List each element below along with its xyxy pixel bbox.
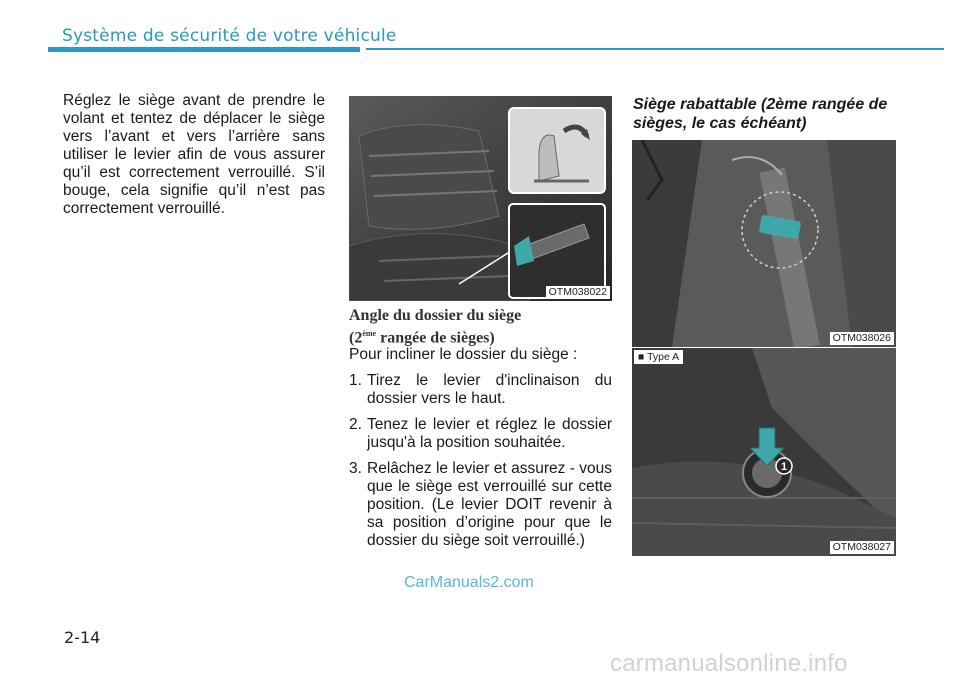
footer-watermark: carmanualsonline.info — [610, 650, 848, 677]
header-rule-thin — [366, 48, 944, 50]
title-superscript: ème — [362, 329, 377, 338]
list-item — [349, 372, 612, 408]
instructions — [349, 346, 612, 558]
fold-button-illustration — [632, 348, 896, 556]
header-rule-thick — [48, 47, 360, 52]
seat-recline-lever-photo — [349, 96, 612, 301]
section-title-line1: Angle du dossier du siège — [349, 307, 522, 324]
step-text: Tirez le levier d'inclinaison du dossier vers le haut. — [367, 372, 612, 407]
figure-code: OTM038026 — [830, 332, 894, 345]
folding-strap-photo — [632, 140, 896, 347]
seat-illustration — [349, 96, 612, 301]
figure-code: OTM038022 — [546, 286, 610, 299]
list-item — [349, 460, 612, 550]
section-title — [349, 307, 619, 347]
figure-code: OTM038027 — [830, 541, 894, 554]
fold-button-photo — [632, 348, 896, 556]
intro-paragraph: Réglez le siège avant de prendre le volant et tentez de déplacer le siège vers l’avant et vers l’arrière sans utiliser le levier afin de vous assurer qu’il est correctement verrouillé. S’il bouge, cela signifie qu’il n’est pas correctement verrouillé. — [63, 92, 325, 217]
list-item — [349, 416, 612, 452]
folding-seat-heading: Siège rabattable (2ème rangée de sièges, le cas échéant) — [633, 96, 888, 132]
step-number: 3. — [349, 460, 362, 477]
step-text: Relâchez le levier et assurez - vous que le siège est verrouillé sur cette position. (Le levier DOIT revenir à sa position d’origine pour que le dossier du siège soit verrouillé.) — [367, 460, 612, 549]
step-number: 1. — [349, 372, 362, 389]
callout-number: 1 — [780, 461, 788, 473]
strap-illustration — [632, 140, 896, 347]
title-rest: rangée de sièges) — [376, 329, 495, 347]
instructions-intro: Pour incliner le dossier du siège : — [349, 346, 578, 363]
section-title-line2 — [349, 325, 619, 347]
title-open: (2 — [349, 329, 363, 347]
section-header-title: Système de sécurité de votre véhicule — [62, 26, 397, 46]
step-number: 2. — [349, 416, 362, 433]
carmanuals-watermark: CarManuals2.com — [404, 574, 534, 591]
page-number: 2-14 — [64, 628, 101, 647]
steps-list — [349, 372, 612, 550]
type-label: ■ Type A — [634, 350, 683, 364]
step-text: Tenez le levier et réglez le dossier jusqu'à la position souhaitée. — [367, 416, 612, 451]
